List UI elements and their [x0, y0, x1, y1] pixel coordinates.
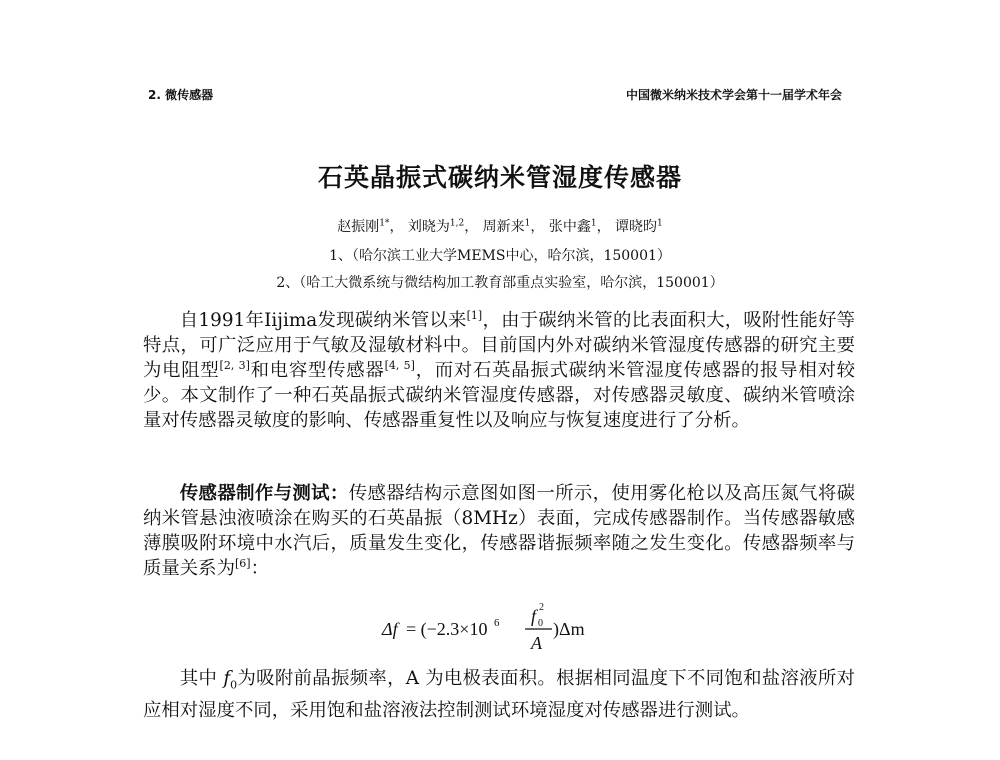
author-separator: ， [389, 219, 404, 235]
author-name: 赵振刚 [337, 219, 380, 235]
author-affil-mark: 1* [379, 218, 390, 229]
equation-denominator: A [531, 633, 542, 653]
intro-paragraph [143, 308, 855, 433]
section-lead-in: 传感器制作与测试： [179, 483, 349, 504]
affiliation-2: 2、（哈工大微系统与微结构加工教育部重点实验室，哈尔滨，150001） [276, 275, 724, 291]
author-name: 刘晓为 [407, 219, 450, 235]
citation-ref: [4, 5] [384, 358, 415, 372]
paper-title: 石英晶振式碳纳米管湿度传感器 [317, 163, 682, 192]
equation-numerator: f [531, 606, 537, 626]
paragraph-text: 和电容型传感器 [249, 360, 385, 381]
running-header-section: 2. 微传感器 [148, 88, 214, 102]
fabrication-paragraph [143, 481, 855, 581]
author-separator: ， [596, 219, 611, 235]
equation-numerator-sup: 2 [539, 602, 544, 613]
paragraph-text: ，而对石英晶振式碳纳米管湿度传感器的报导相对较少。本文制作了一种石英晶振式碳纳米管湿度传感器，对传感器灵敏度、碳纳米管喷涂量对传感器灵敏度的影响、传感器重复性以及响应与恢复速度进行了分析。 [143, 360, 855, 431]
equation-exponent: 6 [494, 617, 500, 629]
paragraph-text: 自1991年Iijima发现碳纳米管以来 [179, 310, 467, 331]
citation-ref: [1] [466, 308, 483, 322]
author-affil-mark: 1,2 [449, 218, 465, 229]
author-affil-mark: 1 [590, 218, 597, 229]
equation-coefficient: = (−2.3×10 [406, 619, 488, 639]
sauerbrey-equation [380, 598, 640, 654]
equation-numerator-sub: 0 [538, 618, 543, 629]
paragraph-text: 其中 [179, 668, 218, 689]
equation-lhs: Δf [382, 619, 398, 639]
author-separator: ， [464, 219, 479, 235]
paragraph-text: 传感器结构示意图如图一所示，使用雾化枪以及高压氮气将碳纳米管悬浊液喷涂在购买的石英晶振（8MHz）表面，完成传感器制作。当传感器敏感薄膜吸附环境中水汽后，质量发生变化，传感器谐振频率随之发生变化。传感器频率与质量关系为 [143, 483, 855, 579]
affiliation-1: 1、（哈尔滨工业大学MEMS中心，哈尔滨，150001） [329, 248, 671, 264]
paragraph-text: ，由于碳纳米管的比表面积大，吸附性能好等特点，可广泛应用于气敏及湿敏材料中。目前国内外对碳纳米管湿度传感器的研究主要为电阻型 [143, 310, 855, 381]
author-list [0, 216, 1000, 236]
running-header-conference: 中国微米纳米技术学会第十一届学术年会 [625, 88, 842, 102]
author-affil-mark: 1 [657, 218, 663, 229]
citation-ref: [6] [234, 556, 251, 570]
paragraph-text: ： [250, 558, 269, 579]
symbol-subscript: 0 [230, 678, 238, 692]
author-separator: ， [530, 219, 545, 235]
author-name: 谭晓昀 [615, 219, 658, 235]
equation-rhs: )Δm [553, 619, 585, 639]
author-affil-mark: 1 [524, 218, 531, 229]
method-paragraph [143, 666, 855, 723]
symbol-f: f [223, 668, 231, 689]
paragraph-text: 为吸附前晶振频率，A 为电极表面积。根据相同温度下不同饱和盐溶液所对应相对湿度不同，采用饱和盐溶液法控制测试环境湿度对传感器进行测试。 [143, 668, 855, 721]
author-name: 张中鑫 [548, 219, 591, 235]
citation-ref: [2, 3] [219, 358, 250, 372]
author-name: 周新来 [482, 219, 525, 235]
